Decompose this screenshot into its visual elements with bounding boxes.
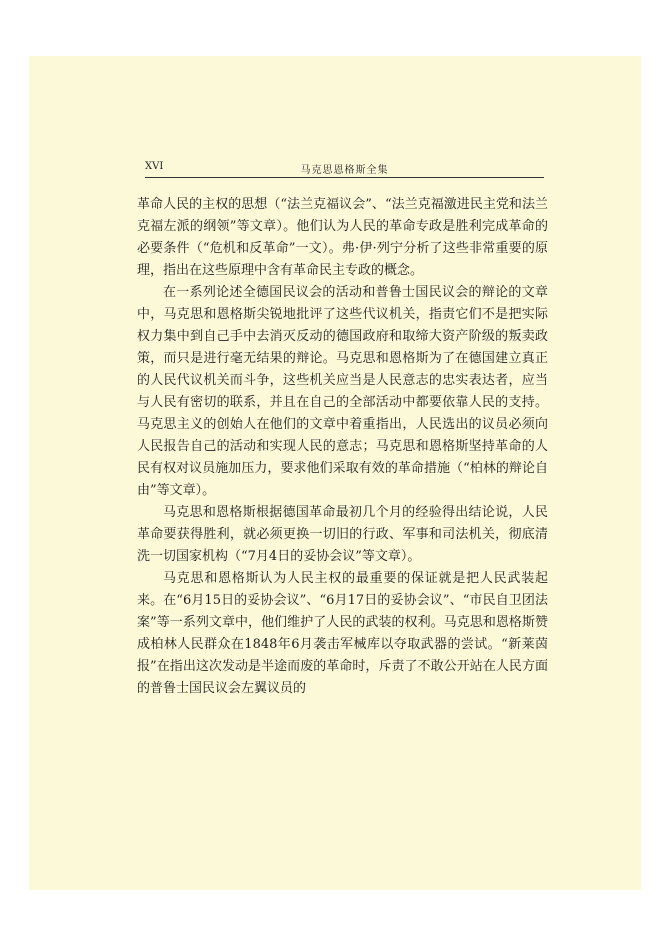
paragraph: 革命人民的主权的思想（“法兰克福议会”、“法兰克福激进民主党和法兰克福左派的纲领”等文章）。他们认为人民的革命专政是胜利完成革命的必要条件（“危机和反革命”一文）。弗·伊·列宁分析了这些非常重要的原理，指出在这些原理中含有革命民主专政的概念。 [137,197,548,278]
book-title: 马克思恩格斯全集 [300,165,389,176]
page-number: XVI [145,161,164,172]
running-head [145,157,544,178]
body-text [137,194,548,700]
paragraph: 马克思和恩格斯认为人民主权的最重要的保证就是把人民武装起来。在“6月15日的妥协会议”、“6月17日的妥协会议”、“市民自卫团法案”等一系列文章中，他们维护了人民的武装的权利。马克思和恩格斯赞成柏林人民群众在1848年6月袭击军械库以夺取武器的尝试。“新莱茵报”在指出这次发动是半途而废的革命时，斥责了不敢公开站在人民方面的普鲁士国民议会左翼议员的 [137,571,548,696]
paragraph: 马克思和恩格斯根据德国革命最初几个月的经验得出结论说，人民革命要获得胜利，就必须更换一切旧的行政、军事和司法机关，彻底清洗一切国家机构（“7月4日的妥协会议”等文章）。 [137,505,548,564]
paragraph: 在一系列论述全德国民议会的活动和普鲁士国民议会的辩论的文章中，马克思和恩格斯尖锐地批评了这些代议机关，指责它们不是把实际权力集中到自己手中去消灭反动的德国政府和取缔大资产阶级的叛卖政策，而只是进行毫无结果的辩论。马克思和恩格斯为了在德国建立真正的人民代议机关而斗争，这些机关应当是人民意志的忠实表达者，应当与人民有密切的联系，并且在自己的全部活动中都要依靠人民的支持。马克思主义的创始人在他们的文章中着重指出，人民选出的议员必须向人民报告自己的活动和实现人民的意志；马克思和恩格斯坚持革命的人民有权对议员施加压力，要求他们采取有效的革命措施（“柏林的辩论自由”等文章）。 [137,285,548,498]
